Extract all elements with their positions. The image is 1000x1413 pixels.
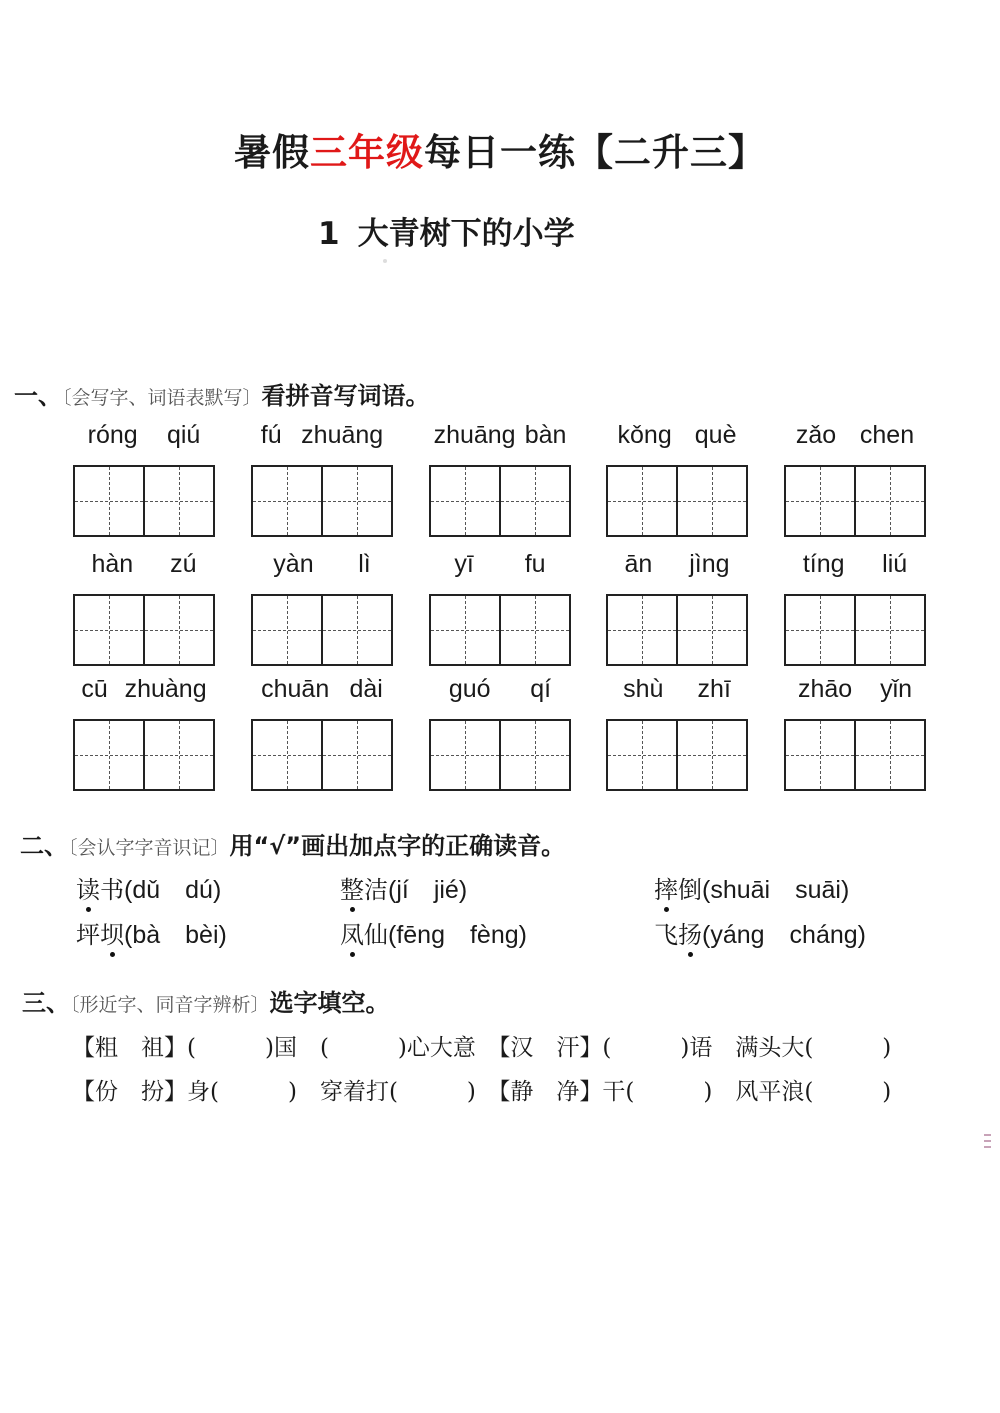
tianzige-boxes [251, 719, 393, 791]
pinyin-syllable: fu [524, 550, 546, 578]
tianzige-boxes [784, 719, 926, 791]
word-pinyin [73, 421, 215, 450]
pinyin-options[interactable]: (bà bèi) [124, 921, 227, 949]
pinyin-syllable: fú [260, 421, 282, 449]
pinyin-syllable: liú [882, 550, 908, 578]
writing-cell[interactable] [75, 721, 143, 789]
word-pinyin [251, 675, 393, 704]
edge-mark [984, 1134, 991, 1152]
writing-cell[interactable] [499, 721, 569, 789]
reading-item [654, 915, 866, 951]
title-part-1: 暑假 [234, 131, 310, 174]
pinyin-syllable: shù [623, 675, 664, 703]
char: 飞 [654, 921, 678, 949]
pinyin-syllable: ān [624, 550, 653, 578]
char: 倒 [678, 876, 702, 904]
pinyin-syllable: zhāo [797, 675, 853, 703]
tianzige-boxes [606, 719, 748, 791]
word-pinyin [73, 675, 215, 704]
section-3-tag: 〔形近字、同音字辨析〕 [70, 994, 270, 1016]
section-1-tag: 〔会写字、词语表默写〕 [62, 387, 262, 409]
writing-cell[interactable] [676, 596, 746, 664]
tianzige-boxes [606, 465, 748, 537]
pinyin-syllable: zhī [697, 675, 731, 703]
word-pinyin [429, 421, 571, 450]
section-2-instruction: 用“√”画出加点字的正确读音。 [229, 832, 566, 860]
pinyin-syllable: chuān [261, 675, 330, 703]
pinyin-syllable: yǐn [880, 675, 913, 703]
page-title [0, 122, 1000, 176]
word-pinyin [606, 675, 748, 704]
pinyin-syllable: qí [530, 675, 552, 703]
pinyin-options[interactable]: (dǔ dú) [124, 876, 222, 904]
writing-cell[interactable] [608, 596, 676, 664]
tianzige-boxes [784, 465, 926, 537]
pinyin-options[interactable]: (jí jié) [388, 876, 468, 904]
writing-cell[interactable] [431, 721, 499, 789]
writing-cell[interactable] [143, 721, 213, 789]
reading-item [76, 870, 221, 906]
word-pinyin [606, 550, 748, 579]
tianzige-boxes [429, 719, 571, 791]
writing-cell[interactable] [676, 721, 746, 789]
word-pinyin [429, 550, 571, 579]
reading-item [76, 915, 227, 951]
fill-blank-row-2[interactable]: 【份 扮】身( ) 穿着打( ) 【静 净】干( ) 风平浪( ) [72, 1079, 892, 1105]
pinyin-syllable: yī [454, 550, 474, 578]
writing-cell[interactable] [854, 596, 924, 664]
word-pinyin [429, 675, 571, 704]
dotted-char: 扬 [678, 915, 702, 950]
tianzige-boxes [73, 719, 215, 791]
pinyin-syllable: chen [859, 421, 915, 449]
reading-item [340, 915, 527, 951]
pinyin-syllable: zú [170, 550, 197, 578]
writing-cell[interactable] [75, 596, 143, 664]
writing-cell[interactable] [786, 467, 854, 535]
section-1-instruction: 看拼音写词语。 [261, 382, 430, 410]
char: 坪 [76, 921, 100, 949]
char: 书 [100, 876, 124, 904]
tianzige-boxes [251, 594, 393, 666]
writing-cell[interactable] [608, 721, 676, 789]
tianzige-boxes [73, 465, 215, 537]
word-pinyin [251, 421, 393, 450]
pinyin-syllable: dài [349, 675, 383, 703]
word-pinyin [784, 675, 926, 704]
word-pinyin [784, 421, 926, 450]
section-1-number: 一、 [14, 382, 62, 410]
pinyin-options[interactable]: (yáng cháng) [702, 921, 866, 949]
writing-cell[interactable] [786, 596, 854, 664]
section-2-heading [20, 826, 565, 861]
section-1-heading [14, 376, 430, 411]
word-pinyin [251, 550, 393, 579]
word-pinyin [73, 550, 215, 579]
dotted-char: 摔 [654, 870, 678, 905]
pinyin-syllable: què [694, 421, 737, 449]
section-3-number: 三、 [22, 989, 70, 1017]
writing-cell[interactable] [854, 467, 924, 535]
lesson-title [318, 208, 575, 253]
pinyin-syllable: lì [358, 550, 371, 578]
dotted-char: 坝 [100, 915, 124, 950]
scan-speck [383, 259, 387, 263]
pinyin-syllable: zǎo [795, 421, 837, 449]
title-part-3: 每日一练【二升三】 [424, 131, 766, 174]
pinyin-syllable: jìng [689, 550, 730, 578]
pinyin-syllable: róng [87, 421, 138, 449]
lesson-number: 1 [318, 216, 340, 252]
writing-cell[interactable] [854, 721, 924, 789]
writing-cell[interactable] [143, 596, 213, 664]
writing-cell[interactable] [499, 596, 569, 664]
dotted-char: 读 [76, 870, 100, 905]
tianzige-boxes [73, 594, 215, 666]
dotted-char: 凤 [340, 915, 364, 950]
pinyin-options[interactable]: (fēng fèng) [388, 921, 527, 949]
pinyin-syllable: tíng [802, 550, 845, 578]
pinyin-syllable: guó [448, 675, 491, 703]
fill-blank-row-1[interactable]: 【粗 祖】( )国 ( )心大意 【汉 汗】( )语 满头大( ) [72, 1035, 892, 1061]
pinyin-syllable: cū [81, 675, 108, 703]
writing-cell[interactable] [608, 467, 676, 535]
section-3-instruction: 选字填空。 [269, 989, 390, 1017]
pinyin-options[interactable]: (shuāi suāi) [702, 876, 850, 904]
pinyin-syllable: yàn [273, 550, 314, 578]
writing-cell[interactable] [321, 721, 391, 789]
section-3-heading [22, 983, 390, 1018]
lesson-name: 大青树下的小学 [357, 216, 575, 252]
word-pinyin [606, 421, 748, 450]
writing-cell[interactable] [75, 467, 143, 535]
tianzige-boxes [784, 594, 926, 666]
writing-cell[interactable] [321, 467, 391, 535]
writing-cell[interactable] [786, 721, 854, 789]
word-pinyin [784, 550, 926, 579]
char: 洁 [364, 876, 388, 904]
writing-cell[interactable] [253, 596, 321, 664]
pinyin-syllable: bàn [524, 421, 567, 449]
writing-cell[interactable] [676, 467, 746, 535]
pinyin-syllable: hàn [91, 550, 134, 578]
tianzige-boxes [429, 465, 571, 537]
title-grade-highlight: 三年级 [310, 131, 424, 174]
section-2-tag: 〔会认字字音识记〕 [68, 837, 230, 859]
char: 仙 [364, 921, 388, 949]
tianzige-boxes [251, 465, 393, 537]
pinyin-syllable: qiú [166, 421, 201, 449]
writing-cell[interactable] [321, 596, 391, 664]
reading-item [340, 870, 467, 906]
writing-cell[interactable] [499, 467, 569, 535]
writing-cell[interactable] [253, 721, 321, 789]
pinyin-syllable: zhuāng [433, 421, 516, 449]
reading-item [654, 870, 849, 906]
pinyin-syllable: zhuàng [124, 675, 207, 703]
tianzige-boxes [429, 594, 571, 666]
pinyin-syllable: zhuāng [301, 421, 384, 449]
tianzige-boxes [606, 594, 748, 666]
writing-cell[interactable] [431, 467, 499, 535]
dotted-char: 整 [340, 870, 364, 905]
writing-cell[interactable] [143, 467, 213, 535]
pinyin-syllable: kǒng [617, 421, 672, 449]
writing-cell[interactable] [253, 467, 321, 535]
writing-cell[interactable] [431, 596, 499, 664]
section-2-number: 二、 [20, 832, 68, 860]
